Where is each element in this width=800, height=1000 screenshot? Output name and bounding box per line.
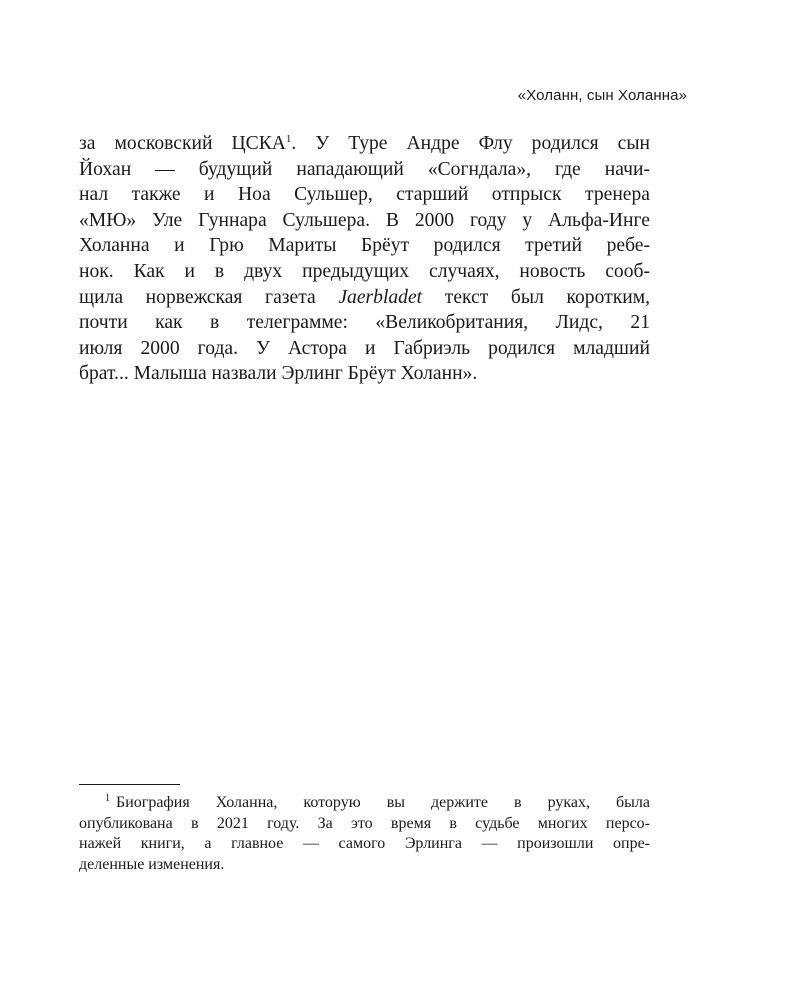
body-line-8: почти как в телеграмме: «Великобритания, Лидс, 21 <box>79 312 650 334</box>
body-line-7-text-a: щила норвежская газета <box>79 286 339 308</box>
newspaper-title: Jaerbladet <box>338 286 423 308</box>
body-line-7-text-b: текст был коротким, <box>422 286 650 308</box>
footnote-line-1 <box>79 793 650 814</box>
body-line-6: нок. Как и в двух предыдущих случаях, новость сооб- <box>79 260 650 282</box>
body-line-5: Холанна и Грю Мариты Брёут родился третий ребе- <box>79 235 650 257</box>
footnote-line-2: опубликована в 2021 году. За это время в судьбе многих персо- <box>79 814 650 832</box>
body-line-3: нал также и Ноа Сульшер, старший отпрыск тренера <box>79 184 650 206</box>
body-paragraph <box>79 131 650 387</box>
body-line-9: июля 2000 года. У Астора и Габриэль родился младший <box>79 337 650 359</box>
footnote-line-4: деленные изменения. <box>79 855 225 873</box>
body-line-1 <box>79 131 650 157</box>
footnote-line-3: нажей книги, а главное — самого Эрлинга — произошли опре- <box>79 835 650 852</box>
body-line-4: «МЮ» Уле Гуннара Сульшера. В 2000 году у Альфа-Инге <box>79 209 650 231</box>
footnote-line-1-text: Биография Холанна, которую вы держите в руках, была <box>116 794 650 811</box>
footnote-reference[interactable]: 1 <box>285 133 292 145</box>
footnote <box>79 793 650 875</box>
footnote-marker: 1 <box>105 793 110 804</box>
body-line-1-text-a: за московский ЦСКА <box>79 133 286 154</box>
running-header: «Холанн, сын Холанна» <box>517 87 687 104</box>
body-line-10: брат... Малыша назвали Эрлинг Брёут Холанн». <box>79 363 478 385</box>
body-line-2: Йохан — будущий нападающий «Согндала», где начи- <box>79 158 650 180</box>
body-line-1-text-b: . У Туре Андре Флу родился сын <box>291 133 650 154</box>
body-line-7 <box>79 285 650 311</box>
footnote-separator <box>79 784 180 785</box>
